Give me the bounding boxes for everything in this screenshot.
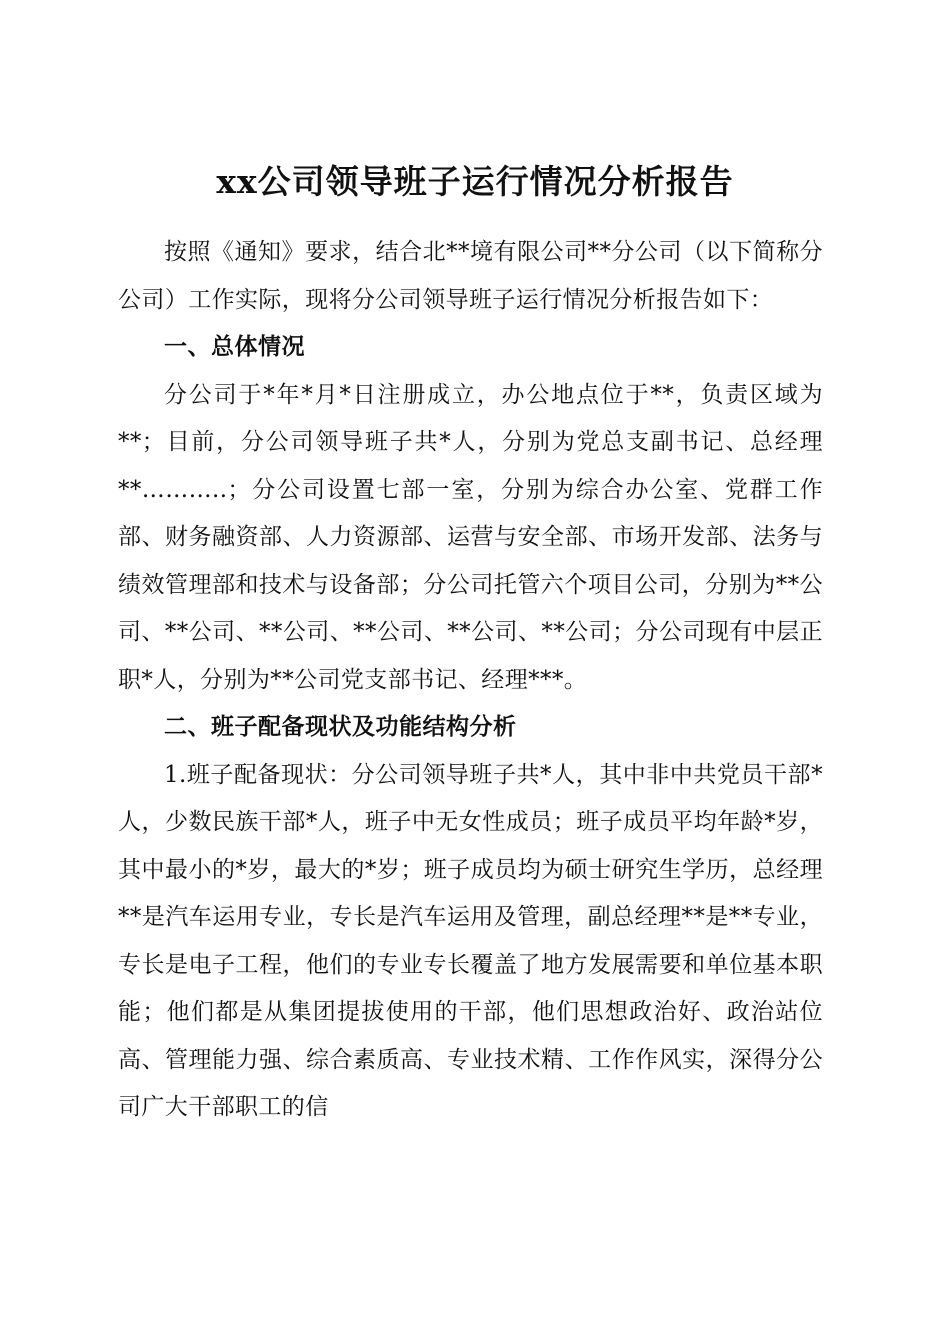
section-1-heading: 一、总体情况 (164, 334, 305, 360)
section-2-paragraph: 1.班子配备现状：分公司领导班子共*人，其中非中共党员干部*人，少数民族干部*人，班子中无女性成员；班子成员平均年龄*岁，其中最小的*岁，最大的*岁；班子成员均为硕士研究生学历，总经理**是汽车运用专业，专长是汽车运用及管理，副总经理**是**专业，专长是电子工程，他们的专业专长覆盖了地方发展需要和单位基本职能；他们都是从集团提拔使用的干部，他们思想政治好、政治站位高、管理能力强、综合素质高、专业技术精、工作作风实，深得分公司广大干部职工的信 (118, 761, 823, 1120)
intro-paragraph: 按照《通知》要求，结合北**境有限公司**分公司（以下简称分公司）工作实际，现将分公司领导班子运行情况分析报告如下： (118, 239, 823, 313)
document-title: xx公司领导班子运行情况分析报告 (216, 162, 734, 202)
section-2-heading: 二、班子配备现状及功能结构分析 (164, 714, 517, 740)
section-1-paragraph: 分公司于*年*月*日注册成立，办公地点位于**，负责区域为**；目前，分公司领导班子共*人，分别为党总支副书记、总经理**………..；分公司设置七部一室，分别为综合办公室、党群工作部、财务融资部、人力资源部、运营与安全部、市场开发部、法务与绩效管理部和技术与设备部；分公司托管六个项目公司，分别为**公司、**公司、**公司、**公司、**公司、**公司；分公司现有中层正职*人，分别为**公司党支部书记、经理***。 (118, 381, 823, 693)
document-body (118, 229, 823, 1132)
